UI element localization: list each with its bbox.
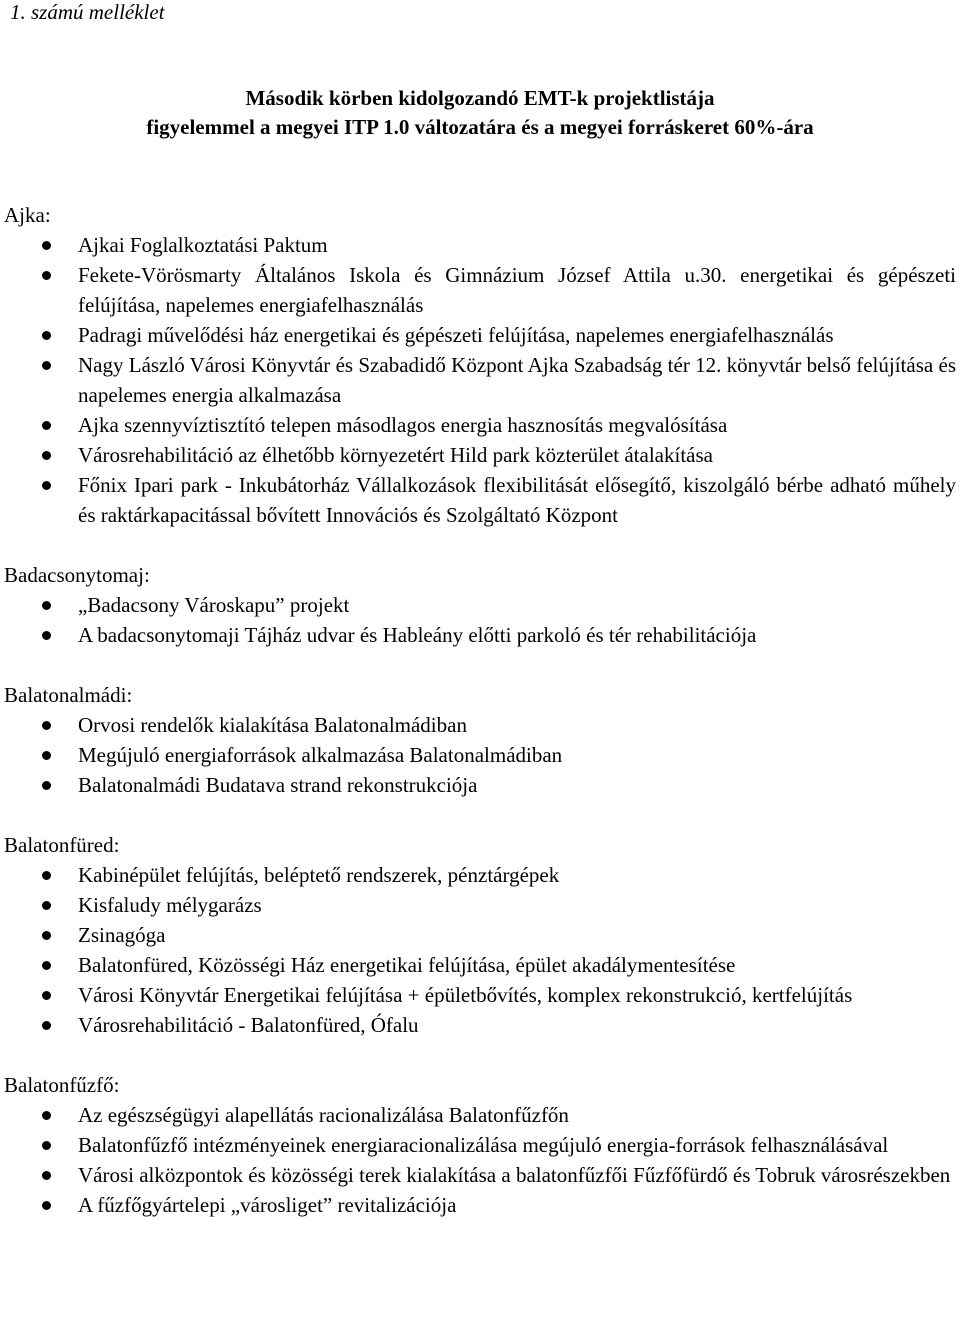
bullet-icon: [42, 991, 51, 1000]
bullet-icon: [42, 1201, 51, 1210]
list-item: Az egészségügyi alapellátás racionalizálása Balatonfűzfőn: [4, 1100, 956, 1130]
bullet-icon: [42, 451, 51, 460]
bullet-icon: [42, 241, 51, 250]
bullet-icon: [42, 271, 51, 280]
bullet-icon: [42, 961, 51, 970]
list-item: Városrehabilitáció - Balatonfüred, Ófalu: [4, 1010, 956, 1040]
title-line-1: Második körben kidolgozandó EMT-k projektlistája: [245, 86, 715, 110]
bullet-icon: [42, 601, 51, 610]
list-item: „Badacsony Városkapu” projekt: [4, 590, 956, 620]
section-badacsonytomaj: [4, 560, 956, 650]
list-item: Orvosi rendelők kialakítása Balatonalmádiban: [4, 710, 956, 740]
list-item: Nagy László Városi Könyvtár és Szabadidő Központ Ajka Szabadság tér 12. könyvtár belső felújítása és napelemes energia alkalmazása: [4, 350, 956, 410]
list-item: Kisfaludy mélygarázs: [4, 890, 956, 920]
list-item: Főnix Ipari park - Inkubátorház Vállalkozások flexibilitását elősegítő, kiszolgáló bérbe adható műhely és raktárkapacitással bővített Innovációs és Szolgáltató Központ: [4, 470, 956, 530]
section-balatonfuzfo: [4, 1070, 956, 1220]
document-title: [0, 84, 960, 142]
list-item: Kabinépület felújítás, beléptető rendszerek, pénztárgépek: [4, 860, 956, 890]
bullet-icon: [42, 1111, 51, 1120]
bullet-icon: [42, 871, 51, 880]
bullet-icon: [42, 331, 51, 340]
item-list: [4, 1100, 956, 1220]
item-list: [4, 710, 956, 800]
list-item: Városi Könyvtár Energetikai felújítása + épületbővítés, komplex rekonstrukció, kertfelújítás: [4, 980, 956, 1010]
section-label: Balatonfűzfő:: [4, 1073, 120, 1097]
list-item: Fekete-Vörösmarty Általános Iskola és Gimnázium József Attila u.30. energetikai és gépészeti felújítása, napelemes energiafelhasználás: [4, 260, 956, 320]
list-item: Városi alközpontok és közösségi terek kialakítása a balatonfűzfői Fűzfőfürdő és Tobruk városrészekben: [4, 1160, 956, 1190]
list-item: Balatonfüred, Közösségi Ház energetikai felújítása, épület akadálymentesítése: [4, 950, 956, 980]
item-list: [4, 590, 956, 650]
list-item: Padragi művelődési ház energetikai és gépészeti felújítása, napelemes energiafelhasználás: [4, 320, 956, 350]
section-label: Ajka:: [4, 203, 51, 227]
bullet-icon: [42, 721, 51, 730]
item-list: [4, 230, 956, 530]
bullet-icon: [42, 931, 51, 940]
list-item: A fűzfőgyártelepi „városliget” revitalizációja: [4, 1190, 956, 1220]
bullet-icon: [42, 481, 51, 490]
annex-label: 1. számú melléklet: [10, 0, 165, 24]
bullet-icon: [42, 1141, 51, 1150]
section-label: Badacsonytomaj:: [4, 563, 150, 587]
bullet-icon: [42, 421, 51, 430]
list-item: Zsinagóga: [4, 920, 956, 950]
bullet-icon: [42, 781, 51, 790]
title-line-2: figyelemmel a megyei ITP 1.0 változatára és a megyei forráskeret 60%-ára: [146, 115, 814, 139]
section-label: Balatonfüred:: [4, 833, 120, 857]
list-item: Ajkai Foglalkoztatási Paktum: [4, 230, 956, 260]
section-balatonfured: [4, 830, 956, 1040]
bullet-icon: [42, 361, 51, 370]
item-list: [4, 860, 956, 1040]
list-item: Ajka szennyvíztisztító telepen másodlagos energia hasznosítás megvalósítása: [4, 410, 956, 440]
bullet-icon: [42, 631, 51, 640]
list-item: A badacsonytomaji Tájház udvar és Hableány előtti parkoló és tér rehabilitációja: [4, 620, 956, 650]
list-item: Balatonfűzfő intézményeinek energiaracionalizálása megújuló energia-források felhasználásával: [4, 1130, 956, 1160]
section-balatonalmadi: [4, 680, 956, 800]
list-item: Megújuló energiaforrások alkalmazása Balatonalmádiban: [4, 740, 956, 770]
list-item: Balatonalmádi Budatava strand rekonstrukciója: [4, 770, 956, 800]
list-item: Városrehabilitáció az élhetőbb környezetért Hild park közterület átalakítása: [4, 440, 956, 470]
bullet-icon: [42, 1171, 51, 1180]
project-list: [4, 200, 956, 1220]
section-label: Balatonalmádi:: [4, 683, 133, 707]
bullet-icon: [42, 901, 51, 910]
bullet-icon: [42, 1021, 51, 1030]
bullet-icon: [42, 751, 51, 760]
section-ajka: [4, 200, 956, 530]
